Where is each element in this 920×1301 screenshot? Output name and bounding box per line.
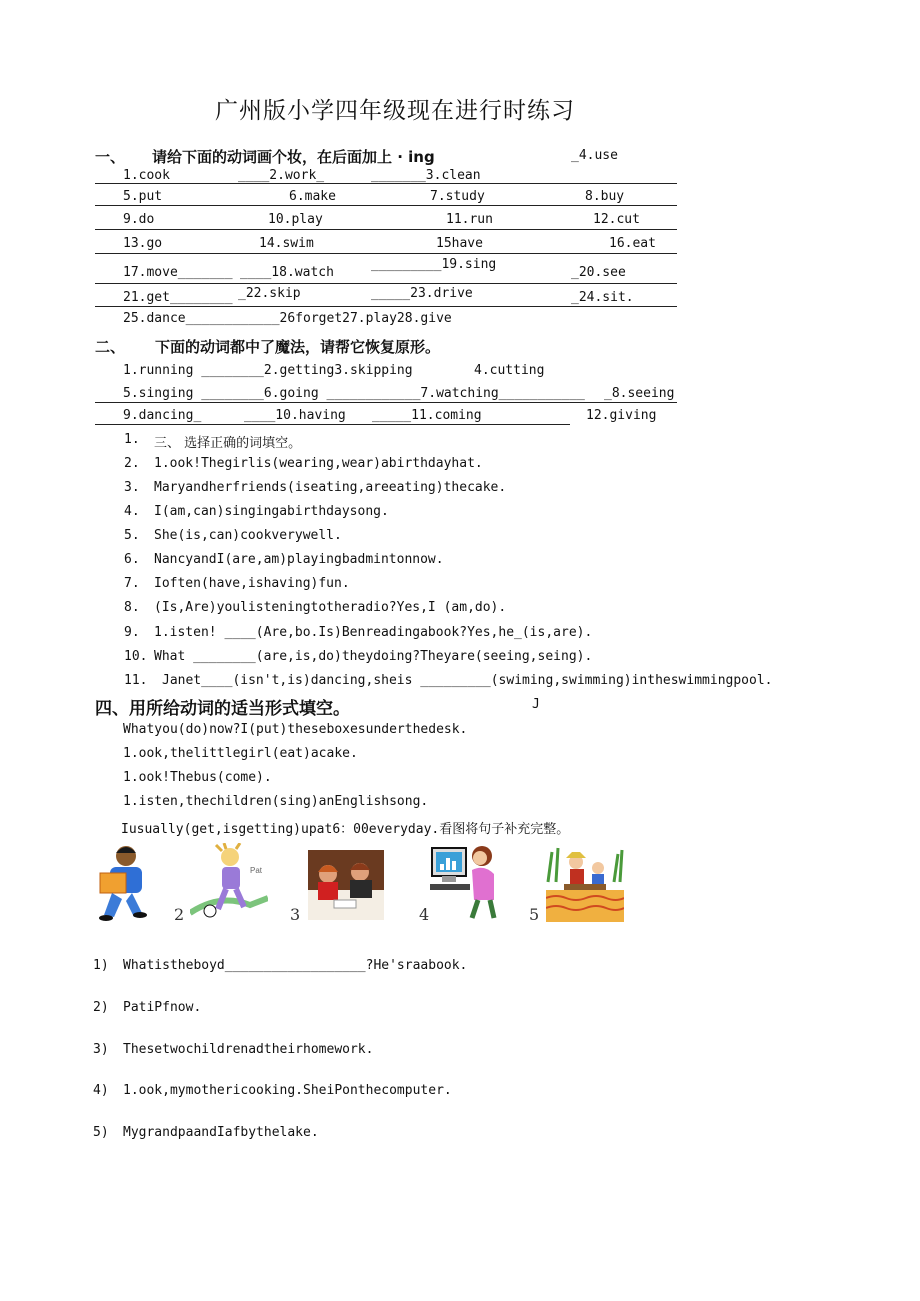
- boy-reading-icon: [92, 843, 154, 923]
- section2-heading: 下面的动词都中了魔法，请帮它恢复原形。: [155, 338, 441, 356]
- verb-item: 25.dance____________26forget27.play28.give: [123, 311, 452, 326]
- verb-item: 12.giving: [586, 408, 657, 423]
- item-number: 2): [93, 1000, 109, 1015]
- verb-item: 7.study: [430, 189, 485, 204]
- verb-item: 5.singing ________6.going ____________7.watching___________: [123, 386, 585, 401]
- question-text: Iusually(get,isgetting)upat6：00everyday.看图将句子补充完整。: [121, 822, 570, 837]
- question-text: PatiPfnow.: [123, 1000, 202, 1015]
- verb-item: ____10.having: [244, 408, 346, 423]
- verb-item: _24.sit.: [571, 290, 634, 305]
- question-text: 1.isten,thechildren(sing)anEnglishsong.: [123, 794, 429, 809]
- question-text: NancyandI(are,am)playingbadmintonnow.: [154, 552, 444, 567]
- verb-item: _22.skip: [238, 286, 301, 301]
- verb-item: 15have: [436, 236, 483, 251]
- item-number: 7.: [124, 576, 140, 591]
- question-text: What ________(are,is,do)theydoing?Theyare(seeing,seing).: [154, 649, 593, 664]
- verb-item: 9.dancing_: [123, 408, 202, 423]
- picture-number: 5: [529, 905, 540, 924]
- question-text: Ioften(have,ishaving)fun.: [154, 576, 350, 591]
- verb-item: _20.see: [571, 265, 626, 280]
- line-divider: [95, 229, 677, 230]
- question-text: 1.ook!Thegirlis(wearing,wear)abirthdayhat.: [154, 456, 483, 471]
- girl-football-icon: [190, 843, 268, 923]
- question-text: (Is,Are)youlisteningtotheradio?Yes,I (am,do).: [154, 600, 507, 615]
- question-text: She(is,can)cookverywell.: [154, 528, 342, 543]
- line-divider: [95, 283, 677, 284]
- item-number: 1): [93, 958, 109, 973]
- question-text: Maryandherfriends(iseating,areeating)thecake.: [154, 480, 507, 495]
- line-divider: [95, 306, 677, 307]
- item-number: 1.: [124, 432, 140, 447]
- item-number: 11.: [124, 673, 148, 688]
- item-number: 5.: [124, 528, 140, 543]
- children-homework-icon: [308, 850, 384, 920]
- verb-item: _____23.drive: [371, 286, 473, 301]
- question-text: MygrandpaandIafbythelake.: [123, 1125, 319, 1140]
- verb-item: 9.do: [123, 212, 155, 227]
- item-number: 3.: [124, 480, 140, 495]
- verb-item: 1.running ________2.getting3.skipping: [123, 363, 413, 378]
- question-text: I(am,can)singingabirthdaysong.: [154, 504, 389, 519]
- item-number: 4.: [124, 504, 140, 519]
- item-number: 2.: [124, 456, 140, 471]
- item-number: 4): [93, 1083, 109, 1098]
- section1-heading: 请给下面的动词画个妆，在后面加上 · ing: [152, 148, 435, 166]
- picture-number: 4: [419, 905, 430, 924]
- verb-item: _______3.clean: [371, 168, 481, 183]
- verb-item: 4.cutting: [474, 363, 545, 378]
- picture-number: 3: [290, 905, 301, 924]
- section2-number: 二、: [95, 338, 126, 356]
- verb-item: 12.cut: [593, 212, 640, 227]
- section1-number: 一、: [95, 148, 126, 166]
- item-number: 3): [93, 1042, 109, 1057]
- section4-heading: 四、用所给动词的适当形式填空。: [95, 699, 350, 719]
- verb-item: 11.run: [446, 212, 493, 227]
- line-divider: [95, 253, 677, 254]
- woman-computer-icon: [428, 842, 506, 922]
- question-text: 1.ook,thelittlegirl(eat)acake.: [123, 746, 358, 761]
- section3-heading: 三、 选择正确的词填空。: [154, 436, 302, 451]
- line-divider: [95, 183, 677, 184]
- verb-item: 13.go: [123, 236, 163, 251]
- question-text: Whatyou(do)now?I(put)theseboxesunderthedesk.: [123, 722, 468, 737]
- question-text: Janet____(isn't,is)dancing,sheis _________(swiming,swimming)intheswimmingpool.: [162, 673, 773, 688]
- item-number: 8.: [124, 600, 140, 615]
- item-number: 6.: [124, 552, 140, 567]
- verb-item: _8.seeing: [604, 386, 675, 401]
- verb-item: ____18.watch: [240, 265, 334, 280]
- fishing-lake-icon: [546, 842, 624, 922]
- question-text: 1.ook,mymothericooking.SheiPonthecomputer.: [123, 1083, 452, 1098]
- question-text: 1.isten! ____(Are,bo.Is)Benreadingabook?Yes,he_(is,are).: [154, 625, 593, 640]
- verb-item: 14.swim: [259, 236, 314, 251]
- page-title: 广州版小学四年级现在进行时练习: [215, 98, 575, 124]
- verb-item: 21.get________: [123, 290, 233, 305]
- verb-item: 1.cook: [123, 168, 170, 183]
- verb-item: 16.eat: [609, 236, 656, 251]
- question-text: Thesetwochildrenadtheirhomework.: [123, 1042, 374, 1057]
- item-number: 9.: [124, 625, 140, 640]
- question-text: Whatistheboyd__________________?He'sraabook.: [123, 958, 468, 973]
- svg-text:Pat: Pat: [250, 866, 263, 875]
- line-divider: [95, 205, 677, 206]
- verb-item: 5.put: [123, 189, 163, 204]
- verb-item: 6.make: [289, 189, 336, 204]
- verb-item: _____11.coming: [372, 408, 482, 423]
- line-divider: [95, 424, 570, 425]
- verb-item: ____2.work_: [238, 168, 325, 183]
- item-number: 5): [93, 1125, 109, 1140]
- question-text: 1.ook!Thebus(come).: [123, 770, 272, 785]
- picture-number: 2: [174, 905, 185, 924]
- verb-item: 10.play: [268, 212, 323, 227]
- section1-use-item: _4.use: [571, 148, 618, 163]
- item-number: 10.: [124, 649, 148, 664]
- stray-mark: J: [532, 697, 540, 712]
- line-divider: [95, 402, 677, 403]
- verb-item: 8.buy: [585, 189, 625, 204]
- verb-item: _________19.sing: [371, 257, 497, 272]
- verb-item: 17.move_______: [123, 265, 233, 280]
